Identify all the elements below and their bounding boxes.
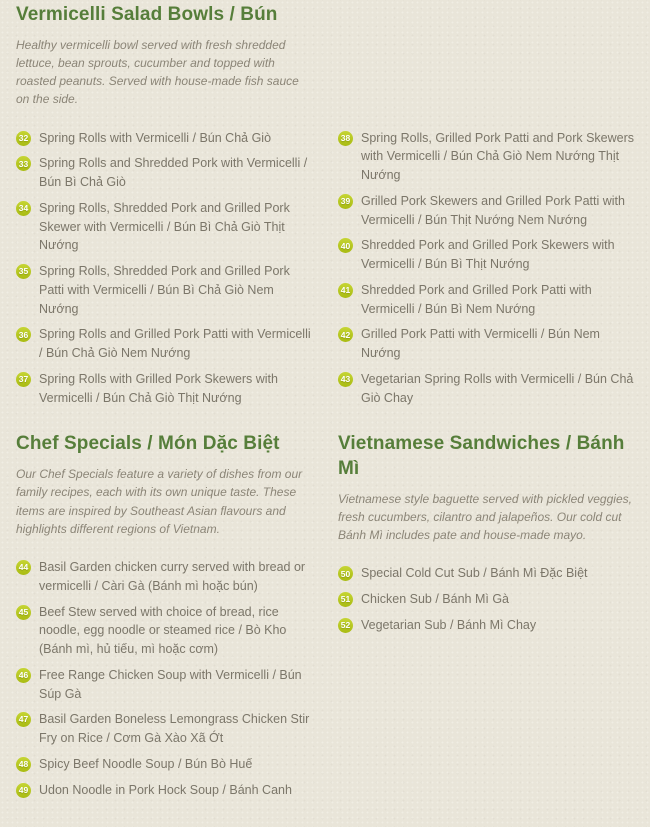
section-chef-specials-description: Our Chef Specials feature a variety of dishes from our family recipes, each with its own unique taste. These items are inspired by Southeast Asian flavours and highlights different regions of Vietnam. <box>16 467 303 536</box>
section-sandwiches <box>338 432 636 817</box>
menu-item <box>16 666 314 704</box>
item-text: Spring Rolls, Shredded Pork and Grilled Pork Patti with Vermicelli / Bún Bì Chả Giò Nem Nướng <box>39 264 290 316</box>
menu-item <box>338 236 636 274</box>
item-number-badge: 46 <box>16 668 31 683</box>
item-text: Grilled Pork Patti with Vermicelli / Bún Nem Nướng <box>361 327 600 361</box>
item-number-badge: 39 <box>338 194 353 209</box>
item-text: Vegetarian Sub / Bánh Mì Chay <box>361 617 537 632</box>
item-number-badge: 47 <box>16 712 31 727</box>
item-text: Udon Noodle in Pork Hock Soup / Bánh Canh <box>39 782 292 797</box>
section-sandwiches-description: Vietnamese style baguette served with pickled veggies, fresh cucumbers, cilantro and jalapeños. Our cold cut Bánh Mì includes pate and house-made mayo. <box>338 491 632 543</box>
spacer-cell <box>338 3 636 129</box>
menu-item <box>16 262 314 318</box>
menu-item <box>16 603 314 659</box>
section-vermicelli-intro <box>16 3 314 129</box>
menu-item <box>338 616 636 635</box>
item-text: Shredded Pork and Grilled Pork Patti with Vermicelli / Bún Bì Nem Nướng <box>361 282 592 316</box>
item-text: Spring Rolls and Grilled Pork Patti with Vermicelli / Bún Chả Giò Nem Nướng <box>39 327 311 361</box>
menu-item <box>16 710 314 748</box>
item-text: Chicken Sub / Bánh Mì Gà <box>361 592 509 607</box>
menu-item <box>338 564 636 583</box>
item-text: Shredded Pork and Grilled Pork Skewers with Vermicelli / Bún Bì Thịt Nướng <box>361 238 615 272</box>
section-vermicelli-title: Vermicelli Salad Bowls / Bún <box>16 4 278 25</box>
menu-item <box>338 281 636 319</box>
menu-item <box>16 199 314 255</box>
item-number-badge: 51 <box>338 592 353 607</box>
menu-item <box>16 325 314 363</box>
menu-item <box>16 370 314 408</box>
vermicelli-items-left <box>16 129 314 415</box>
vermicelli-items-right <box>338 129 636 415</box>
item-number-badge: 37 <box>16 372 31 387</box>
item-number-badge: 45 <box>16 605 31 620</box>
item-number-badge: 36 <box>16 327 31 342</box>
section-sandwiches-title: Vietnamese Sandwiches / Bánh Mì <box>338 433 625 480</box>
item-text: Beef Stew served with choice of bread, rice noodle, egg noodle or steamed rice / Bò Kho (Bánh mì, hủ tiếu, mì hoặc cơm) <box>39 604 287 656</box>
sandwiches-items <box>338 564 636 634</box>
item-text: Grilled Pork Skewers and Grilled Pork Patti with Vermicelli / Bún Thịt Nướng Nem Nướng <box>361 193 625 227</box>
item-number-badge: 49 <box>16 783 31 798</box>
item-text: Spring Rolls, Grilled Pork Patti and Pork Skewers with Vermicelli / Bún Chả Giò Nem Nướng Thịt Nướng <box>361 130 635 183</box>
item-text: Spring Rolls with Grilled Pork Skewers with Vermicelli / Bún Chả Giò Thịt Nướng <box>39 371 278 405</box>
item-number-badge: 52 <box>338 618 353 633</box>
item-text: Spicy Beef Noodle Soup / Bún Bò Huế <box>39 756 253 771</box>
item-text: Spring Rolls with Vermicelli / Bún Chả Giò <box>39 130 272 145</box>
item-text: Spring Rolls, Shredded Pork and Grilled Pork Skewer with Vermicelli / Bún Bì Chả Giò Thịt Nướng <box>39 200 290 253</box>
item-number-badge: 41 <box>338 283 353 298</box>
menu-item <box>338 325 636 363</box>
item-text: Basil Garden chicken curry served with bread or vermicelli / Càri Gà (Bánh mì hoặc bún) <box>39 560 306 593</box>
menu-item <box>338 370 636 408</box>
item-number-badge: 38 <box>338 131 353 146</box>
item-number-badge: 34 <box>16 201 31 216</box>
item-number-badge: 50 <box>338 566 353 581</box>
menu-item <box>338 590 636 609</box>
item-number-badge: 33 <box>16 156 31 171</box>
item-number-badge: 42 <box>338 327 353 342</box>
item-number-badge: 35 <box>16 264 31 279</box>
item-number-badge: 40 <box>338 238 353 253</box>
menu-item <box>16 558 314 596</box>
item-text: Spring Rolls and Shredded Pork with Vermicelli / Bún Bì Chả Giò <box>39 156 308 190</box>
section-chef-specials <box>16 432 314 817</box>
chef-specials-items <box>16 558 314 799</box>
item-text: Vegetarian Spring Rolls with Vermicelli / Bún Chả Giò Chay <box>361 371 634 405</box>
menu-item <box>16 129 314 148</box>
item-text: Free Range Chicken Soup with Vermicelli / Bún Súp Gà <box>39 667 302 701</box>
item-number-badge: 43 <box>338 372 353 387</box>
item-text: Basil Garden Boneless Lemongrass Chicken Stir Fry on Rice / Cơm Gà Xào Xã Ớt <box>39 712 310 745</box>
menu-item <box>338 192 636 230</box>
menu-item <box>16 154 314 192</box>
item-number-badge: 48 <box>16 757 31 772</box>
item-number-badge: 32 <box>16 131 31 146</box>
item-text: Special Cold Cut Sub / Bánh Mì Đặc Biệt <box>361 566 588 581</box>
menu-item <box>16 781 314 800</box>
menu-item <box>338 129 636 185</box>
item-number-badge: 44 <box>16 560 31 575</box>
menu-item <box>16 755 314 774</box>
section-vermicelli-description: Healthy vermicelli bowl served with fresh shredded lettuce, bean sprouts, cucumber and topped with roasted peanuts. Served with house-made fish sauce on the side. <box>16 37 299 107</box>
section-chef-specials-title: Chef Specials / Món Dặc Biệt <box>16 433 280 455</box>
